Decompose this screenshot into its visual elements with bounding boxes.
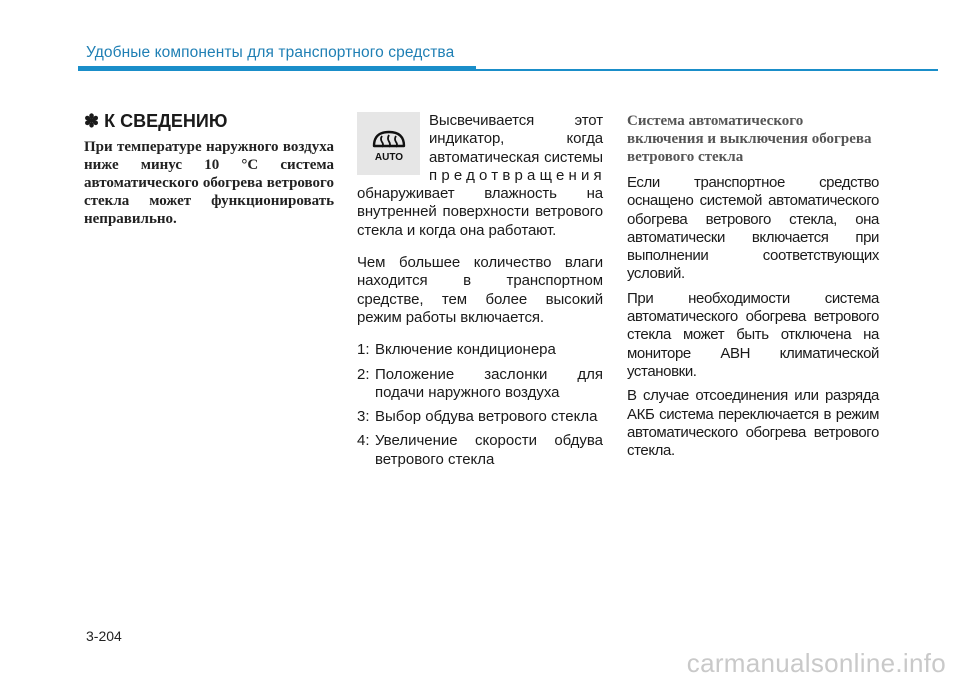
header-rule <box>476 69 938 71</box>
legend-num: 4: <box>357 432 370 450</box>
legend-item <box>357 366 603 403</box>
legend-num: 3: <box>357 408 370 426</box>
header-rule-accent <box>78 66 476 71</box>
section-header-title: Удобные компоненты для транспортного средства <box>86 44 455 61</box>
page-number: 3-204 <box>86 628 122 644</box>
intro-line-2: индикатор, когда <box>429 130 603 148</box>
indicator-paragraph: Чем большее количество влаги находится в транспортном средстве, тем более высокий режим работы включается. <box>357 254 603 326</box>
legend-item <box>357 432 603 469</box>
auto-defrost-section <box>627 112 879 466</box>
legend-text: Выбор обдува ветрового стекла <box>375 408 598 426</box>
legend-item <box>357 341 603 359</box>
section-paragraph: Если транспортное средство оснащено системой автоматического обогрева ветрового стекла, она автоматически включается при выполнении соответствующих условий. <box>627 174 879 283</box>
note-column <box>84 111 334 228</box>
auto-label: AUTO <box>374 151 403 163</box>
section-paragraph: При необходимости система автоматического обогрева ветрового стекла может быть отключена на мониторе АВН климатической установки. <box>627 289 879 380</box>
indicator-column <box>357 112 606 475</box>
indicator-legend <box>357 341 603 469</box>
note-heading: ✽ К СВЕДЕНИЮ <box>84 111 228 131</box>
intro-line-1: Высвечивается этот <box>429 112 603 129</box>
section-paragraph: В случае отсоединения или разряда АКБ система переключается в режим автоматического обогрева ветрового стекла. <box>627 387 879 460</box>
note-text: При температуре наружного воздуха ниже минус 10 °С система автоматического обогрева ветрового стекла может функционировать неправильно. <box>84 139 334 227</box>
intro-line-3: автоматическая системы <box>429 148 603 166</box>
legend-text: Увеличение скорости обдува ветрового стекла <box>375 432 603 468</box>
watermark: carmanualsonline.info <box>686 648 946 678</box>
legend-num: 2: <box>357 365 370 383</box>
intro-rest: обнаруживает влажность на внутренней поверхности ветрового стекла и когда она работают. <box>357 185 603 239</box>
auto-defrost-icon <box>367 122 411 166</box>
legend-num: 1: <box>357 341 370 359</box>
legend-item <box>357 408 603 426</box>
section-heading: Система автоматического включения и выключения обогрева ветрового стекла <box>627 113 872 165</box>
legend-text: Положение заслонки для подачи наружного воздуха <box>375 365 603 401</box>
legend-text: Включение кондиционера <box>375 341 556 359</box>
intro-line-4: предотвращения <box>429 166 606 184</box>
indicator-icon-box <box>357 112 420 175</box>
